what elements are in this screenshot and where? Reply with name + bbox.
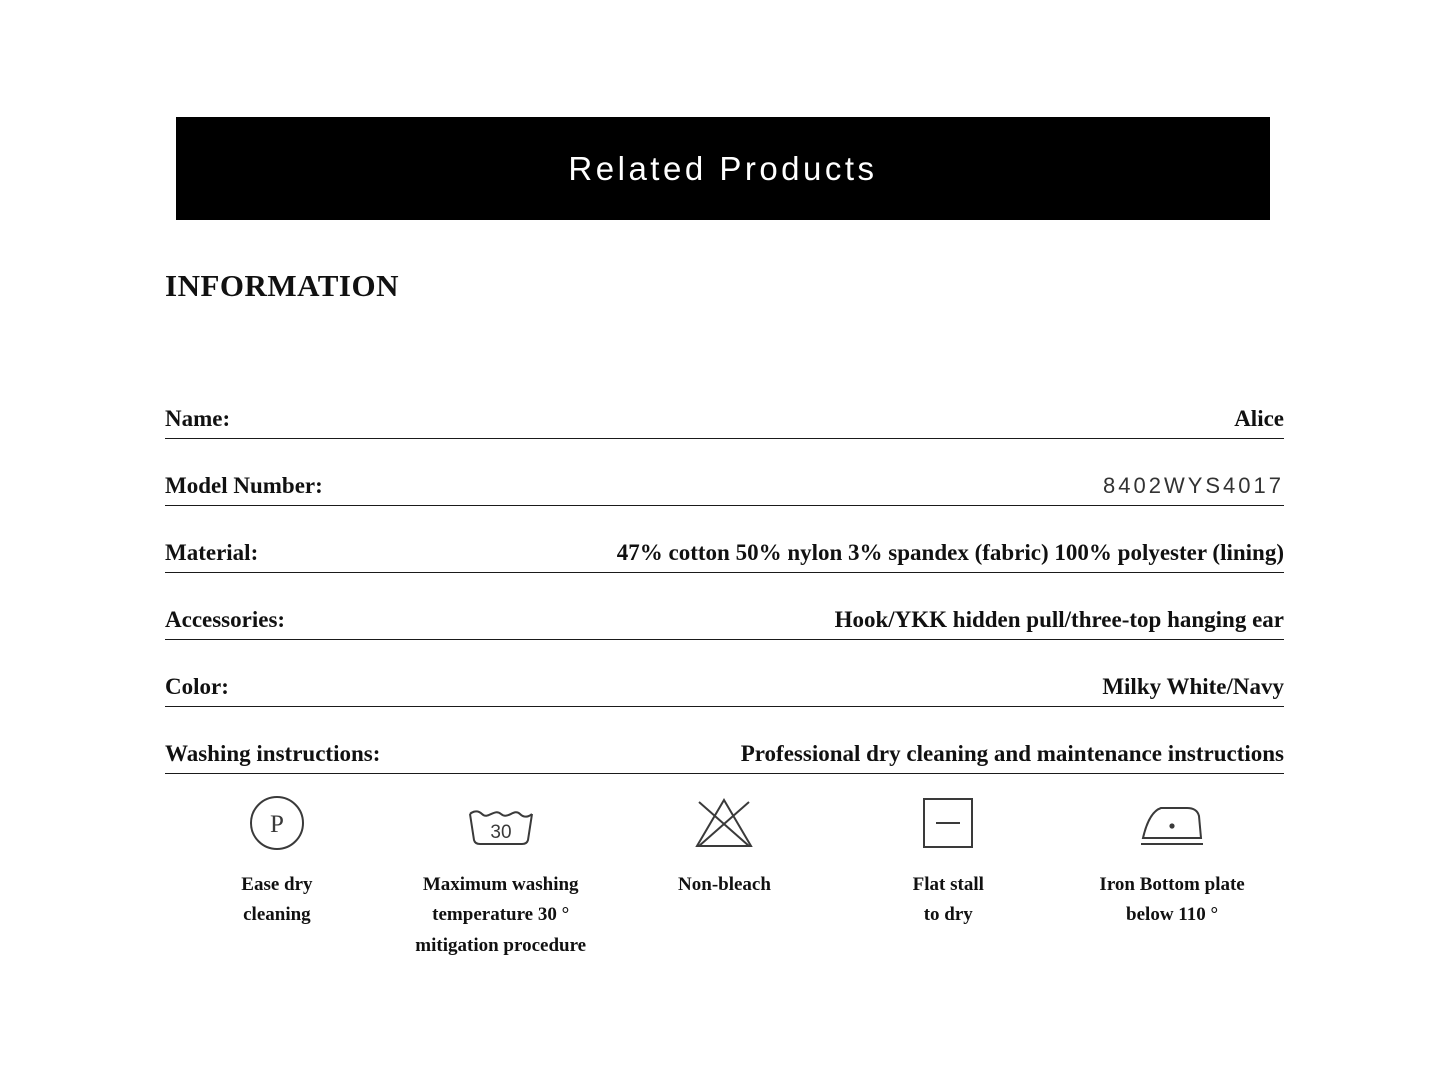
no-bleach-triangle-icon [691,790,757,856]
care-symbol-label [415,870,586,961]
row-value: Milky White/Navy [1102,674,1284,699]
care-symbol-label [913,870,984,931]
care-label-line1: Ease dry [241,874,313,895]
care-label-line1: Non-bleach [678,874,771,895]
care-label-line2: to dry [923,904,973,926]
table-row [165,573,1284,640]
row-value: Alice [1234,406,1284,431]
row-label: Material: [165,540,259,565]
related-products-banner [176,117,1270,220]
page-title: INFORMATION [165,268,399,303]
row-value: Hook/YKK hidden pull/three-top hanging ear [834,607,1284,632]
row-label: Model Number: [165,473,323,498]
care-symbol-iron [1060,790,1284,961]
care-label-line1: Flat stall [912,874,984,895]
row-label: Washing instructions: [165,741,381,766]
care-label-line1: Iron Bottom plate [1099,874,1245,895]
table-row [165,439,1284,506]
iron-one-dot-icon [1135,790,1209,856]
wash-tub-30-icon [464,790,538,856]
care-symbol-label [241,870,312,931]
care-symbol-no-bleach [613,790,837,961]
table-row [165,707,1284,774]
row-value: Professional dry cleaning and maintenance instructions [740,741,1284,766]
care-label-line2: temperature 30 ° [432,904,570,926]
care-symbol-flat-dry [836,790,1060,961]
care-symbol-dry-clean [165,790,389,961]
svg-text:30: 30 [490,822,512,843]
care-symbol-label [1099,870,1244,931]
care-label-line2: below 110 ° [1126,904,1219,926]
banner-title: Related Products [568,149,878,187]
care-symbol-wash-30 [389,790,613,961]
care-symbol-label [678,870,771,900]
information-table [165,372,1284,774]
row-label: Color: [165,674,229,699]
care-symbols-row [165,790,1284,961]
svg-text:P: P [269,811,284,838]
row-label: Accessories: [165,607,286,632]
flat-dry-square-icon [919,790,977,856]
table-row [165,506,1284,573]
care-label-line1: Maximum washing [422,874,579,895]
table-row [165,372,1284,439]
row-label: Name: [165,406,231,431]
dry-clean-p-circle-icon [248,790,306,856]
care-label-line3: mitigation procedure [415,934,587,956]
row-value: 8402WYS4017 [1103,473,1284,498]
table-row [165,640,1284,707]
row-value: 47% cotton 50% nylon 3% spandex (fabric) 100% polyester (lining) [616,540,1284,565]
care-label-line2: cleaning [243,904,311,926]
